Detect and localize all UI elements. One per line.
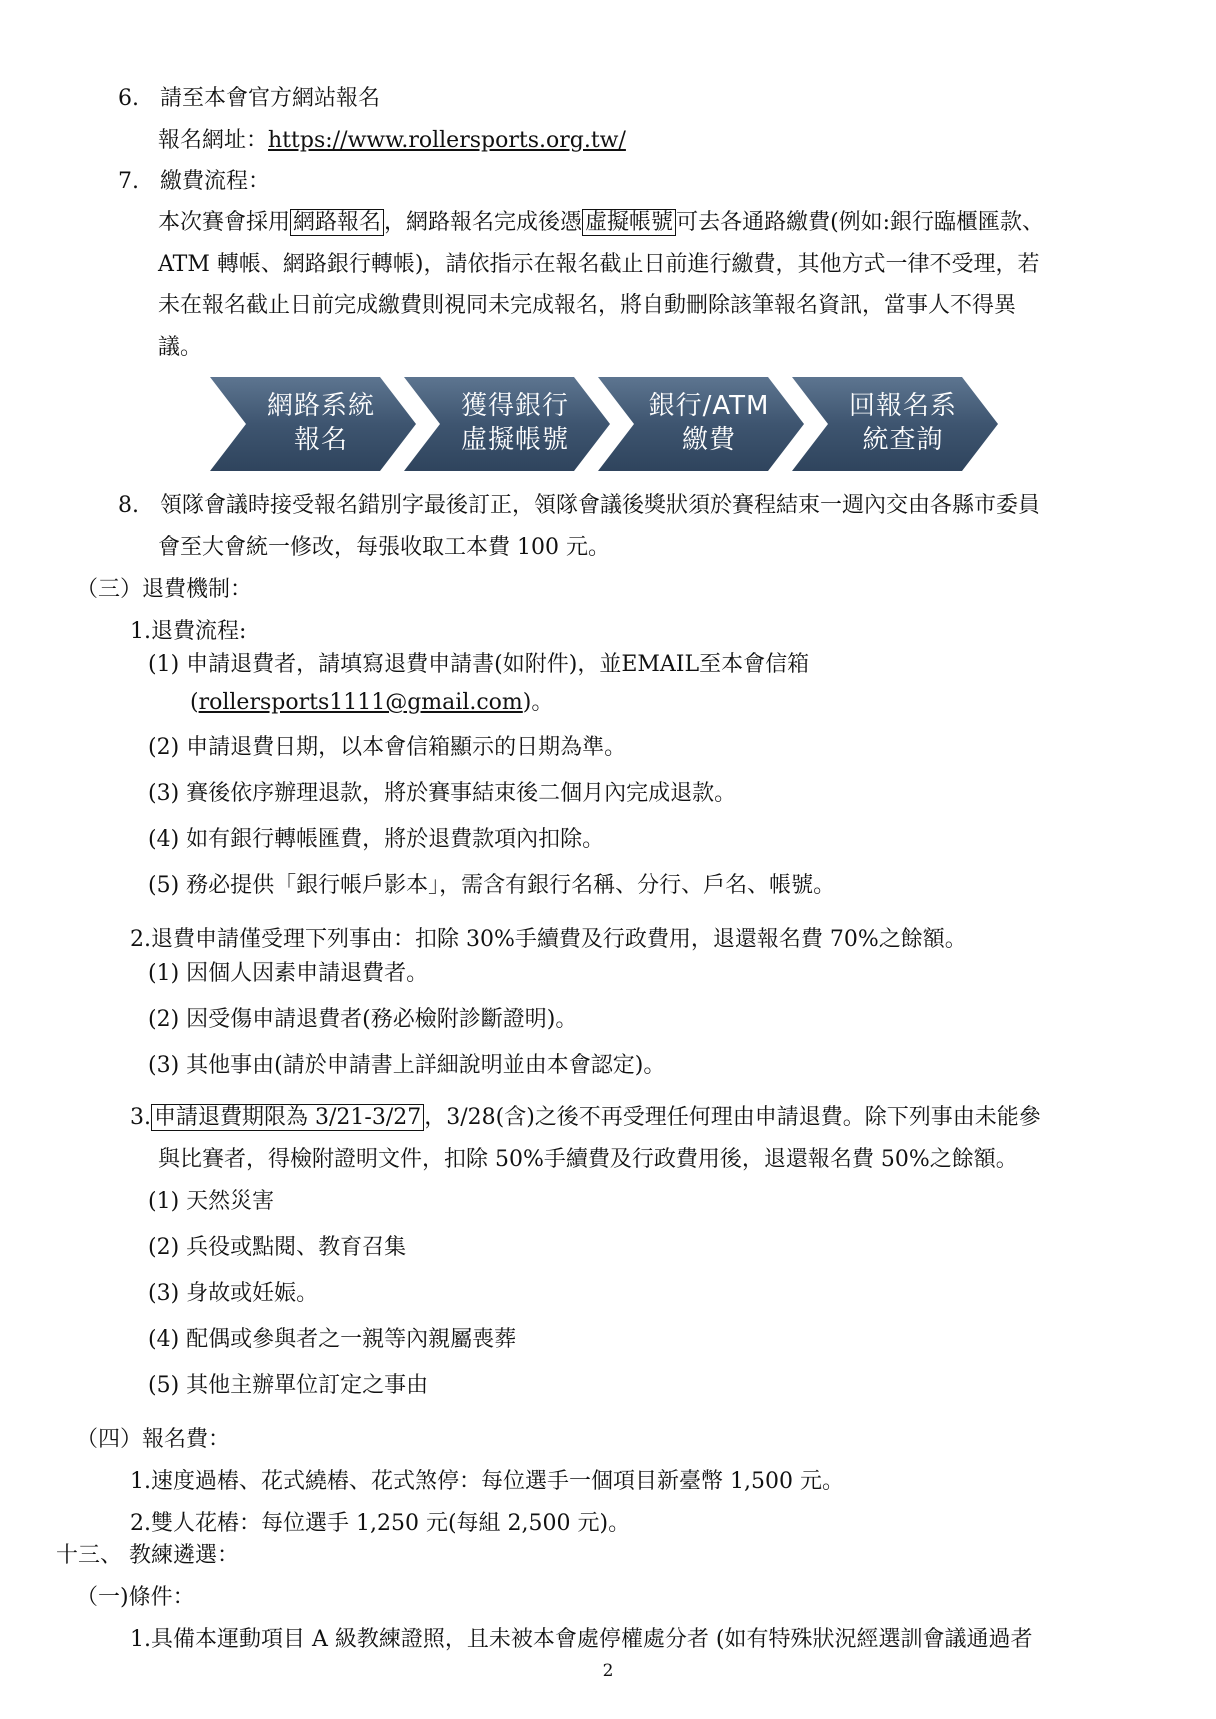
exception-3: (3) 身故或妊娠。 bbox=[148, 1281, 319, 1306]
refund-deadline-rest: ，3/28(含)之後不再受理任何理由申請退費。除下列事由未能參 bbox=[424, 1105, 1041, 1130]
fee-item-1: 1.速度過樁、花式繞樁、花式煞停：每位選手一個項目新臺幣 1,500 元。 bbox=[130, 1469, 844, 1494]
refund-reason-2: (2) 因受傷申請退費者(務必檢附診斷證明)。 bbox=[148, 1007, 578, 1032]
exception-1: (1) 天然災害 bbox=[148, 1189, 275, 1214]
item7-title: 繳費流程： bbox=[160, 169, 271, 194]
refund-reason-1: (1) 因個人因素申請退費者。 bbox=[148, 961, 429, 986]
flow-step-4 bbox=[828, 389, 978, 457]
item8-label: 8. bbox=[118, 493, 139, 518]
registration-link[interactable]: https://www.rollersports.org.tw/ bbox=[268, 128, 626, 153]
item7-line1-a: 本次賽會採用 bbox=[158, 210, 291, 235]
item7-line1-c: 可去各通路繳費(例如:銀行臨櫃匯款、 bbox=[676, 210, 1045, 235]
online-registration-box: 網路報名 bbox=[290, 209, 384, 236]
refund-step-2: (2) 申請退費日期，以本會信箱顯示的日期為準。 bbox=[148, 735, 627, 760]
exception-2: (2) 兵役或點閱、教育召集 bbox=[148, 1235, 407, 1260]
refund-email-line bbox=[190, 688, 553, 718]
item7-line4: 議。 bbox=[158, 335, 203, 360]
refund-process-title: 1.退費流程: bbox=[130, 619, 247, 644]
email-open: ( bbox=[190, 690, 199, 715]
flow-step-1-line1: 網路系統 bbox=[266, 391, 375, 421]
item7-line1-b: ，網路報名完成後憑 bbox=[384, 210, 583, 235]
refund-deadline-line1 bbox=[130, 1103, 1041, 1133]
flow-step-2-line2: 虛擬帳號 bbox=[460, 425, 569, 455]
item7-line3: 未在報名截止日前完成繳費則視同未完成報名，將自動刪除該筆報名資訊，當事人不得異 bbox=[158, 293, 1017, 318]
refund-deadline-line2: 與比賽者，得檢附證明文件，扣除 50%手續費及行政費用後，退還報名費 50%之餘額。 bbox=[158, 1147, 1018, 1172]
refund-reason-3: (3) 其他事由(請於申請書上詳細說明並由本會認定)。 bbox=[148, 1053, 666, 1078]
flow-step-4-line1: 回報名系 bbox=[848, 391, 957, 421]
page-number: 2 bbox=[602, 1661, 614, 1681]
item7-line2: ATM 轉帳、網路銀行轉帳)，請依指示在報名截止日前進行繳費，其他方式一律不受理，若 bbox=[158, 252, 1040, 277]
flow-step-2 bbox=[440, 389, 590, 457]
refund-step-4: (4) 如有銀行轉帳匯費，將於退費款項內扣除。 bbox=[148, 827, 605, 852]
item6 bbox=[118, 84, 380, 114]
virtual-account-box: 虛擬帳號 bbox=[582, 209, 676, 236]
coach-conditions-title: （一)條件： bbox=[76, 1585, 195, 1610]
item8 bbox=[118, 491, 1040, 521]
item7 bbox=[118, 167, 270, 197]
item6-label: 6. bbox=[118, 86, 139, 111]
email-close: )。 bbox=[522, 690, 554, 715]
refund-step-5: (5) 務必提供「銀行帳戶影本」，需含有銀行名稱、分行、戶名、帳號。 bbox=[148, 873, 836, 898]
refund-deadline-box: 申請退費期限為 3/21-3/27 bbox=[151, 1104, 424, 1131]
fee-item-2: 2.雙人花樁：每位選手 1,250 元(每組 2,500 元)。 bbox=[130, 1511, 631, 1536]
item7-label: 7. bbox=[118, 169, 139, 194]
section13-title: 十三、 教練遴選： bbox=[56, 1543, 239, 1568]
url-prefix: 報名網址： bbox=[158, 128, 269, 153]
flow-step-3-line1: 銀行/ATM bbox=[648, 391, 770, 421]
item7-line1 bbox=[158, 208, 1044, 238]
flow-step-2-line1: 獲得銀行 bbox=[460, 391, 569, 421]
coach-condition-1: 1.具備本運動項目 A 級教練證照，且未被本會處停權處分者 (如有特殊狀況經選訓會議通過者 bbox=[130, 1627, 1033, 1652]
item6-url-line bbox=[158, 126, 626, 156]
refund-reasons-title: 2.退費申請僅受理下列事由：扣除 30%手續費及行政費用，退還報名費 70%之餘額。 bbox=[130, 927, 967, 952]
refund-step-3: (3) 賽後依序辦理退款，將於賽事結束後二個月內完成退款。 bbox=[148, 781, 737, 806]
refund-deadline-label: 3. bbox=[130, 1105, 151, 1130]
flow-step-1 bbox=[246, 389, 396, 457]
payment-flow-diagram bbox=[210, 377, 1030, 471]
item6-text: 請至本會官方網站報名 bbox=[160, 86, 381, 111]
refund-email-link[interactable]: rollersports1111@gmail.com bbox=[198, 690, 523, 715]
flow-step-3 bbox=[634, 389, 784, 457]
item8-line1: 領隊會議時接受報名錯別字最後訂正，領隊會議後獎狀須於賽程結束一週內交由各縣市委員 bbox=[160, 493, 1041, 518]
flow-step-1-line2: 報名 bbox=[293, 425, 348, 455]
flow-step-3-line2: 繳費 bbox=[681, 425, 736, 455]
item8-line2: 會至大會統一修改，每張收取工本費 100 元。 bbox=[158, 535, 610, 560]
section4-title: （四）報名費： bbox=[76, 1427, 231, 1452]
exception-5: (5) 其他主辦單位訂定之事由 bbox=[148, 1373, 429, 1398]
refund-step-1: (1) 申請退費者，請填寫退費申請書(如附件)，並EMAIL至本會信箱 bbox=[148, 652, 810, 677]
exception-4: (4) 配偶或參與者之一親等內親屬喪葬 bbox=[148, 1327, 517, 1352]
flow-step-4-line2: 統查詢 bbox=[862, 425, 944, 455]
section3-title: （三）退費機制： bbox=[76, 577, 253, 602]
